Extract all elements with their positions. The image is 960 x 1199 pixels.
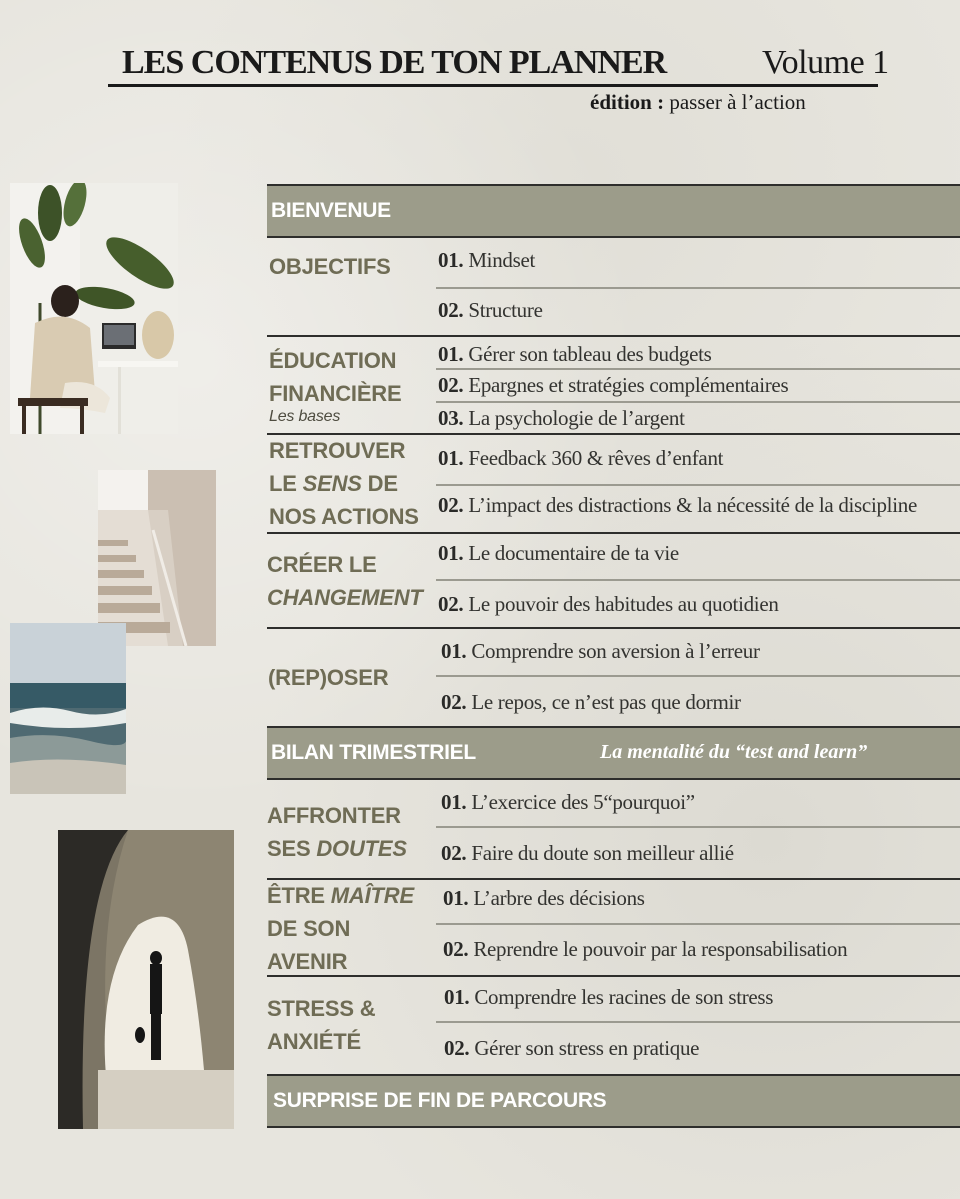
edition-line bbox=[590, 90, 806, 115]
maitre-item-1: 01. L’arbre des décisions bbox=[443, 886, 645, 910]
section-education-subtitle: Les bases bbox=[269, 408, 341, 425]
edition-value: passer à l’action bbox=[669, 90, 806, 114]
doutes-item-2: 02. Faire du doute son meilleur allié bbox=[441, 841, 734, 865]
divider bbox=[436, 484, 960, 486]
photo-woman-at-desk bbox=[10, 183, 178, 434]
band-bilan-tagline: La mentalité du “test and learn” bbox=[600, 741, 868, 763]
photo-ocean bbox=[10, 623, 126, 794]
photo-staircase bbox=[98, 470, 216, 646]
stress-item-2: 02. Gérer son stress en pratique bbox=[444, 1036, 700, 1060]
edition-label: édition : bbox=[590, 90, 665, 114]
reposer-item-2: 02. Le repos, ce n’est pas que dormir bbox=[441, 690, 741, 714]
section-maitre-title: ÊTRE MAÎTRE DE SON AVENIR bbox=[267, 883, 414, 974]
photo-arch-silhouette bbox=[58, 830, 234, 1129]
reposer-item-1: 01. Comprendre son aversion à l’erreur bbox=[441, 639, 760, 663]
section-sens-title: RETROUVER LE SENS DE NOS ACTIONS bbox=[269, 438, 419, 529]
page-title: LES CONTENUS DE TON PLANNER bbox=[122, 44, 667, 81]
band-bilan-label: BILAN TRIMESTRIEL bbox=[271, 741, 476, 764]
education-item-1: 01. Gérer son tableau des budgets bbox=[438, 342, 712, 366]
section-divider bbox=[267, 627, 960, 629]
education-item-2: 02. Epargnes et stratégies complémentaires bbox=[438, 373, 789, 397]
section-doutes-title: AFFRONTER SES DOUTES bbox=[267, 803, 407, 861]
sens-item-1: 01. Feedback 360 & rêves d’enfant bbox=[438, 446, 724, 470]
divider bbox=[436, 401, 960, 403]
section-objectifs-title: OBJECTIFS bbox=[269, 254, 391, 279]
section-stress-title: STRESS & ANXIÉTÉ bbox=[267, 996, 376, 1054]
objectifs-item-2: 02. Structure bbox=[438, 298, 543, 322]
divider bbox=[436, 287, 960, 289]
education-item-3: 03. La psychologie de l’argent bbox=[438, 406, 685, 430]
divider bbox=[436, 923, 960, 925]
divider bbox=[436, 826, 960, 828]
band-surprise-label: SURPRISE DE FIN DE PARCOURS bbox=[273, 1089, 607, 1112]
stress-item-1: 01. Comprendre les racines de son stress bbox=[444, 985, 774, 1009]
maitre-item-2: 02. Reprendre le pouvoir par la responsabilisation bbox=[443, 937, 848, 961]
section-divider bbox=[267, 335, 960, 337]
section-education-title: ÉDUCATION FINANCIÈRE Les bases bbox=[269, 348, 402, 425]
sens-item-2: 02. L’impact des distractions & la nécessité de la discipline bbox=[438, 493, 917, 517]
objectifs-item-1: 01. Mindset bbox=[438, 248, 536, 272]
doutes-item-1: 01. L’exercice des 5“pourquoi” bbox=[441, 790, 695, 814]
divider bbox=[436, 675, 960, 677]
title-underline bbox=[108, 84, 878, 87]
divider bbox=[436, 1021, 960, 1023]
divider bbox=[436, 368, 960, 370]
section-divider bbox=[267, 975, 960, 977]
changement-item-2: 02. Le pouvoir des habitudes au quotidien bbox=[438, 592, 779, 616]
section-changement-title: CRÉER LE CHANGEMENT bbox=[267, 552, 423, 610]
section-reposer-title: (REP)OSER bbox=[268, 665, 389, 690]
volume-label: Volume 1 bbox=[762, 44, 889, 81]
divider bbox=[436, 579, 960, 581]
changement-item-1: 01. Le documentaire de ta vie bbox=[438, 541, 679, 565]
band-bienvenue-label: BIENVENUE bbox=[271, 199, 391, 222]
section-divider bbox=[267, 532, 960, 534]
